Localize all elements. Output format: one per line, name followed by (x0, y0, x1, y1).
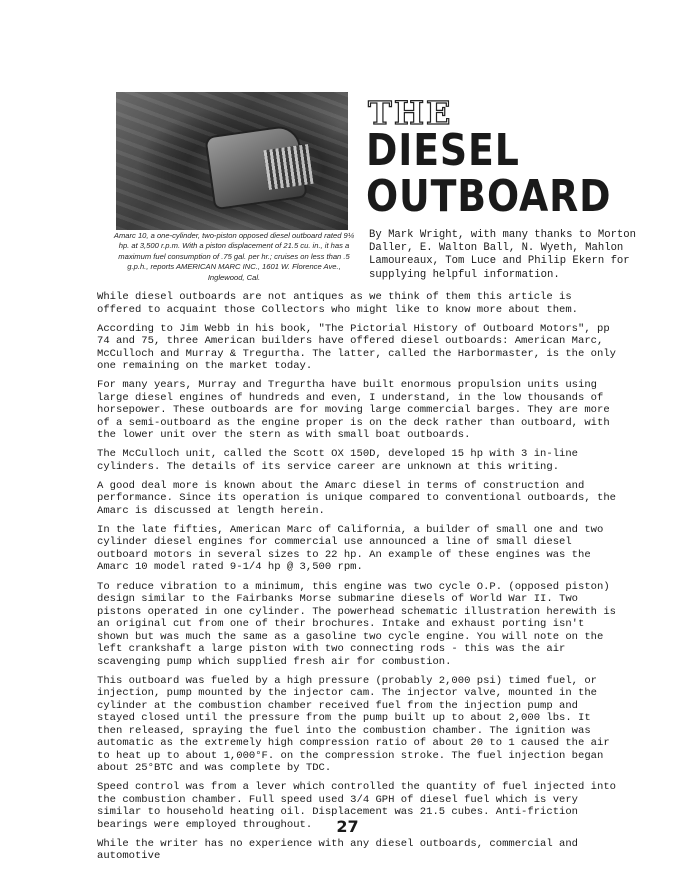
photo-caption: Amarc 10, a one-cylinder, two-piston opposed diesel outboard rated 9¼ hp. at 3,500 r.p.m. With a piston displacement of 21.5 cu. in., it has a maximum fuel consumption of .75 gal. per hr.; cruises on less than .5 g.p.h., reports AMERICAN MARC INC., 1601 W. Florence Ave., Inglewood, Cal. (113, 231, 355, 282)
byline: By Mark Wright, with many thanks to Morton Daller, E. Walton Ball, N. Wyeth, Mahlon Lamoureaux, Tom Luce and Philip Ekern for supplying helpful information. (369, 229, 637, 281)
paragraph: According to Jim Webb in his book, "The Pictorial History of Outboard Motors", pp 74 and 75, three American builders have offered diesel outboards: American Marc, McCulloch and Murray & Tregurtha. The latter, called the Harbormaster, is the only one remaining on the market today. (97, 322, 616, 373)
article-title (366, 125, 612, 222)
engine-photo (116, 92, 348, 230)
paragraph: While the writer has no experience with any diesel outboards, commercial and automotive (97, 837, 579, 863)
title-the: THE (368, 94, 453, 132)
page-number: 27 (336, 817, 359, 836)
paragraph: Speed control was from a lever which controlled the quantity of fuel injected into the combustion chamber. Full speed used 3/4 GPH of diesel fuel which is very similar to household heating oil. Displacement was 21.5 cubes. Anti-friction bearings were employed throughout. (97, 781, 616, 831)
paragraph: While diesel outboards are not antiques as we think of them this article is offered to acquaint those Collectors who might like to know more about them. (97, 291, 579, 316)
paragraph: In the late fifties, American Marc of California, a builder of small one and two cylinder diesel engines for commercial use announced a line of small diesel outboard motors in several sizes to 22 hp. An example of these engines was the Amarc 10 model rated 9-1/4 hp @ 3,500 rpm. (97, 523, 604, 574)
engine-grille (263, 144, 313, 190)
paragraph: A good deal more is known about the Amarc diesel in terms of construction and performance. Since its operation is unique compared to conventional outboards, the Amarc is discussed at length herein. (97, 479, 616, 517)
article-body (97, 291, 622, 869)
paragraph: This outboard was fueled by a high pressure (probably 2,000 psi) timed fuel, or injection, pump mounted by the injector cam. The injector valve, mounted in the cylinder at the combustion chamber received fuel from the injection pump and stayed closed until the pressure from the pump built up to about 2,000 lbs. It then released, spraying the fuel into the combustion chamber. The ignition was automatic as the extremely high compression ratio of about 20 to 1 caused the air to heat up to about 1,000°F. on the compression stroke. The fuel injection began about 25°BTC and was complete by TDC. (97, 674, 610, 775)
paragraph: To reduce vibration to a minimum, this engine was two cycle O.P. (opposed piston) design similar to the Fairbanks Morse submarine diesels of World War II. Two pistons operated in one cylinder. The powerhead schematic illustration herewith is an original cut from one of their brochures. Intake and exhaust porting isn't shown but was much the same as a gasoline two cycle engine. You will note on the left crankshaft a large piston with two connecting rods - this was the air scavenging pump which supplied fresh air for combustion. (97, 580, 616, 668)
paragraph: For many years, Murray and Tregurtha have built enormous propulsion units using large diesel engines of hundreds and even, I understand, in the low thousands of horsepower. These outboards are for moving large commercial barges. They are more of a semi-outboard as the engine proper is on the deck rather than outboard, with the lower unit over the stern as with small boat outboards. (97, 379, 610, 442)
paragraph: The McCulloch unit, called the Scott OX 150D, developed 15 hp with 3 in-line cylinders. The details of its service career are unknown at this writing. (97, 448, 579, 473)
title-line-outboard: OUTBOARD (366, 171, 612, 222)
title-line-diesel: DIESEL (366, 125, 520, 176)
